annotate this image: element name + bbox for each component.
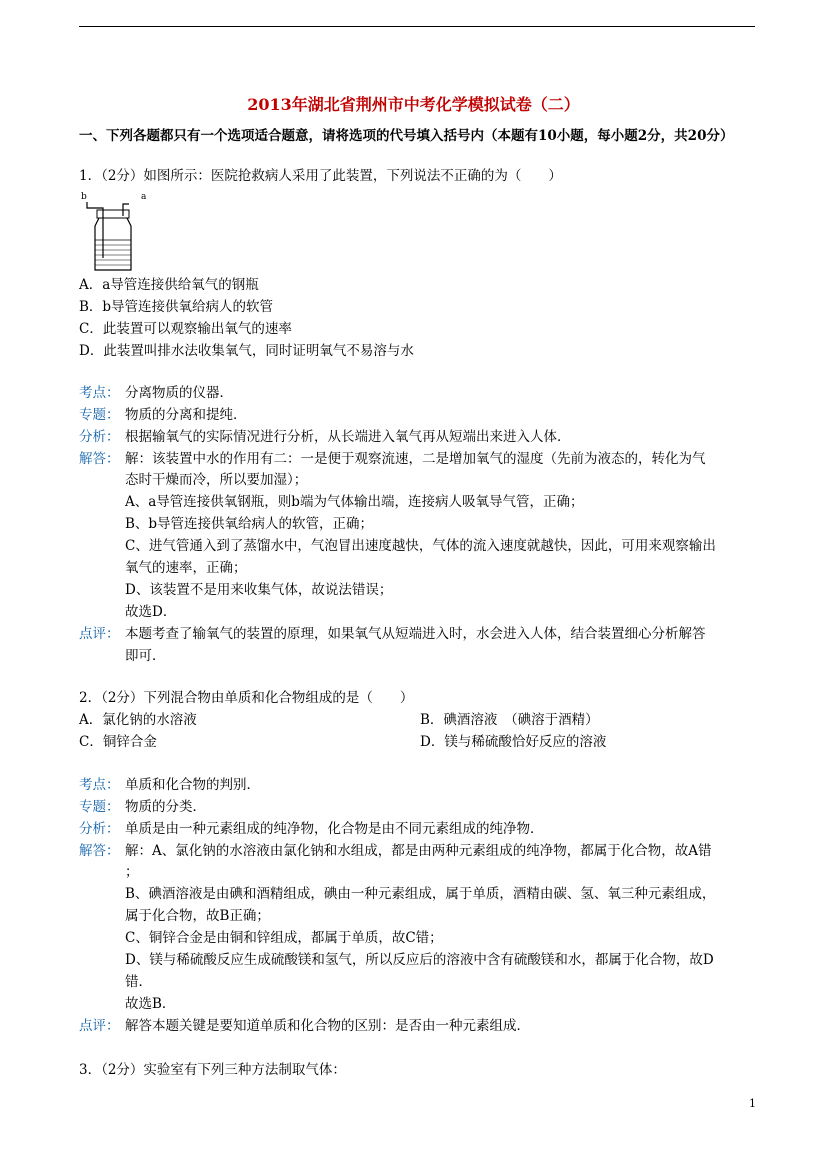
figure-label-b: b [81, 192, 87, 202]
q2-fenxi: 单质是由一种元素组成的纯净物，化合物是由不同元素组成的纯净物． [125, 821, 544, 837]
q2-jieda-line: B、碘酒溶液是由碘和酒精组成，碘由一种元素组成，属于单质，酒精由碳、氢、氧三种元素组成， [125, 886, 716, 902]
page-title: 2013年湖北省荆州市中考化学模拟试卷（二） [247, 95, 580, 114]
q2-option-b: B．碘酒溶液 （碘溶于酒精） [420, 712, 599, 728]
q1-fenxi-label: 分析： [79, 429, 120, 445]
question-3-stem: 3．（2分）实验室有下列三种方法制取气体： [79, 1062, 346, 1078]
q1-jieda-line: 故选D． [125, 604, 177, 620]
q2-fenxi-label: 分析： [79, 821, 120, 837]
q2-zhuanti-label: 专题： [79, 799, 120, 815]
q1-jieda-line: B、b导管连接供氧给病人的软管，正确； [125, 516, 374, 532]
q2-option-d: D．镁与稀硫酸恰好反应的溶液 [420, 734, 607, 750]
q1-jieda-line: 态时干燥而冷，所以要加湿）； [125, 472, 308, 488]
page-number: 1 [749, 1097, 756, 1110]
q2-option-c: C．铜锌合金 [79, 734, 157, 750]
figure-label-a: a [141, 192, 147, 202]
q2-jieda-line: 解：A、氯化钠的水溶液由氯化钠和水组成，都是由两种元素组成的纯净物，都属于化合物，故A错 [125, 843, 712, 859]
q1-jieda-label: 解答： [79, 451, 120, 467]
q2-jieda-label: 解答： [79, 843, 120, 859]
question-2-stem: 2．（2分）下列混合物由单质和化合物组成的是（ ） [79, 690, 414, 706]
header-rule [79, 26, 755, 27]
q2-dianping-line: 解答本题关键是要知道单质和化合物的区别：是否由一种元素组成． [125, 1018, 530, 1034]
question-1-stem: 1．（2分）如图所示：医院抢救病人采用了此装置，下列说法不正确的为（ ） [79, 168, 562, 184]
q1-dianping-label: 点评： [79, 626, 120, 642]
q1-option-d: D．此装置叫排水法收集氧气，同时证明氧气不易溶与水 [79, 343, 414, 359]
q1-kaodian: 分离物质的仪器． [125, 385, 233, 401]
q2-jieda-line: 属于化合物，故B正确； [125, 908, 270, 924]
q2-kaodian-label: 考点： [79, 777, 120, 793]
q1-zhuanti: 物质的分离和提纯． [125, 407, 247, 423]
q1-jieda-line: A、a导管连接供氧钢瓶，则b端为气体输出端，连接病人吸氧导气管，正确； [125, 494, 584, 510]
q1-jieda-line: 解：该装置中水的作用有二：一是便于观察流速，二是增加氧气的湿度（先前为液态的，转化为气 [125, 451, 706, 467]
q2-dianping-label: 点评： [79, 1018, 120, 1034]
q1-fenxi: 根据输氧气的实际情况进行分析，从长端进入氧气再从短端出来进入人体． [125, 429, 571, 445]
q1-option-c: C．此装置可以观察输出氧气的速率 [79, 321, 292, 337]
q1-kaodian-label: 考点： [79, 385, 120, 401]
q1-jieda-line: 氧气的速率，正确； [125, 560, 247, 576]
q2-jieda-line: ； [125, 864, 139, 880]
q1-jieda-line: C、进气管通入到了蒸馏水中，气泡冒出速度越快，气体的流入速度就越快，因此，可用来观察输出 [125, 538, 716, 554]
q1-option-a: A．a导管连接供给氧气的钢瓶 [79, 277, 259, 293]
q1-jieda-line: D、该装置不是用来收集气体，故说法错误； [125, 582, 393, 598]
q2-jieda-line: D、镁与稀硫酸反应生成硫酸镁和氢气，所以反应后的溶液中含有硫酸镁和水，都属于化合物，故D [125, 952, 714, 968]
q1-dianping-line: 本题考查了输氧气的装置的原理，如果氧气从短端进入时，水会进入人体，结合装置细心分析解答 [125, 626, 706, 642]
q2-jieda-line: C、铜锌合金是由铜和锌组成，都属于单质，故C错； [125, 930, 443, 946]
q2-option-a: A．氯化钠的水溶液 [79, 712, 197, 728]
q2-kaodian: 单质和化合物的判别． [125, 777, 260, 793]
section-heading: 一、下列各题都只有一个选项适合题意，请将选项的代号填入括号内（本题有10小题，每小题2分，共20分） [79, 128, 734, 144]
q1-option-b: B．b导管连接供氧给病人的软管 [79, 299, 274, 315]
gas-washing-bottle-figure [79, 190, 157, 274]
q2-jieda-line: 故选B． [125, 996, 176, 1012]
q1-dianping-line: 即可． [125, 648, 166, 664]
q1-zhuanti-label: 专题： [79, 407, 120, 423]
q2-zhuanti: 物质的分类． [125, 799, 206, 815]
q2-jieda-line: 错． [125, 974, 152, 990]
